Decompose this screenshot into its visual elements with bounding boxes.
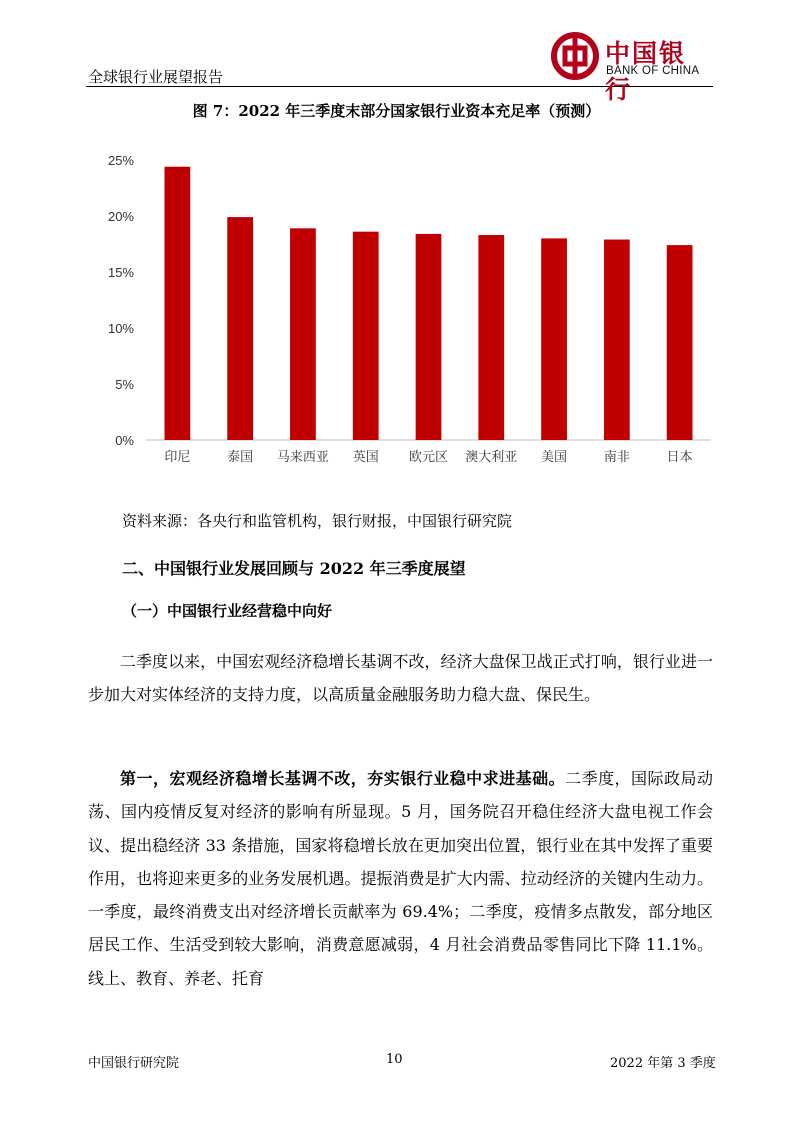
boc-emblem-icon <box>551 32 599 80</box>
bank-logo <box>551 32 711 104</box>
x-tick-label: 日本 <box>666 450 693 465</box>
header-title: 全球银行业展望报告 <box>88 68 224 86</box>
x-tick-label: 印尼 <box>164 450 191 465</box>
x-tick-label: 南非 <box>603 450 630 465</box>
paragraph-2-lead: 第一，宏观经济稳增长基调不改，夯实银行业稳中求进基础。 <box>120 769 566 788</box>
bar <box>541 238 567 440</box>
figure-source: 资料来源：各央行和监管机构，银行财报，中国银行研究院 <box>122 512 513 530</box>
bar <box>353 232 379 440</box>
x-tick-label: 欧元区 <box>408 450 449 465</box>
paragraph-2 <box>88 762 713 995</box>
bar <box>604 240 630 440</box>
bar <box>165 167 191 440</box>
logo-english-text: BANK OF CHINA <box>606 65 700 77</box>
section-heading: 二、中国银行业发展回顾与 2022 年三季度展望 <box>122 559 466 578</box>
x-tick-label: 英国 <box>352 450 379 465</box>
y-tick-label: 10% <box>107 321 134 336</box>
logo-chinese-text: 中国银行 <box>605 39 687 104</box>
bar <box>667 245 693 440</box>
x-tick-label: 美国 <box>541 450 568 465</box>
figure-caption: 图 7：2022 年三季度末部分国家银行业资本充足率（预测） <box>192 102 601 120</box>
bar <box>416 234 442 440</box>
x-tick-label: 泰国 <box>227 450 254 465</box>
paragraph-1: 二季度以来，中国宏观经济稳增长基调不改，经济大盘保卫战正式打响，银行业进一步加大对实体经济的支持力度，以高质量金融服务助力稳大盘、保民生。 <box>88 652 713 705</box>
footer-right: 2022 年第 3 季度 <box>610 1056 716 1071</box>
y-tick-label: 25% <box>107 153 134 168</box>
bar <box>478 235 504 440</box>
bar <box>227 217 253 440</box>
footer-page-number: 10 <box>386 1052 403 1067</box>
y-tick-label: 15% <box>107 265 134 280</box>
footer-left: 中国银行研究院 <box>88 1056 180 1071</box>
paragraph-2-body: 二季度，国际政局动荡、国内疫情反复对经济的影响有所显现。5 月，国务院召开稳住经济大盘电视工作会议、提出稳经济 33 条措施，国家将稳增长放在更加突出位置，银行业在其中发挥了重要作用，也将迎来更多的业务发展机遇。提振消费是扩大内需、拉动经济的关键内生动力。一季度，最终消费支出对经济增长贡献率为 69.4%；二季度，疫情多点散发，部分地区居民工作、生活受到较大影响，消费意愿减弱，4 月社会消费品零售同比下降 11.1%。线上、教育、养老、托育 <box>88 769 713 988</box>
y-tick-label: 0% <box>115 433 134 448</box>
capital-adequacy-bar-chart <box>96 144 716 474</box>
y-tick-label: 5% <box>115 377 134 392</box>
subsection-heading: （一）中国银行业经营稳中向好 <box>122 602 333 620</box>
x-tick-label: 马来西亚 <box>276 450 329 465</box>
x-tick-label: 澳大利亚 <box>465 450 518 465</box>
y-tick-label: 20% <box>107 209 134 224</box>
bar <box>290 228 316 440</box>
